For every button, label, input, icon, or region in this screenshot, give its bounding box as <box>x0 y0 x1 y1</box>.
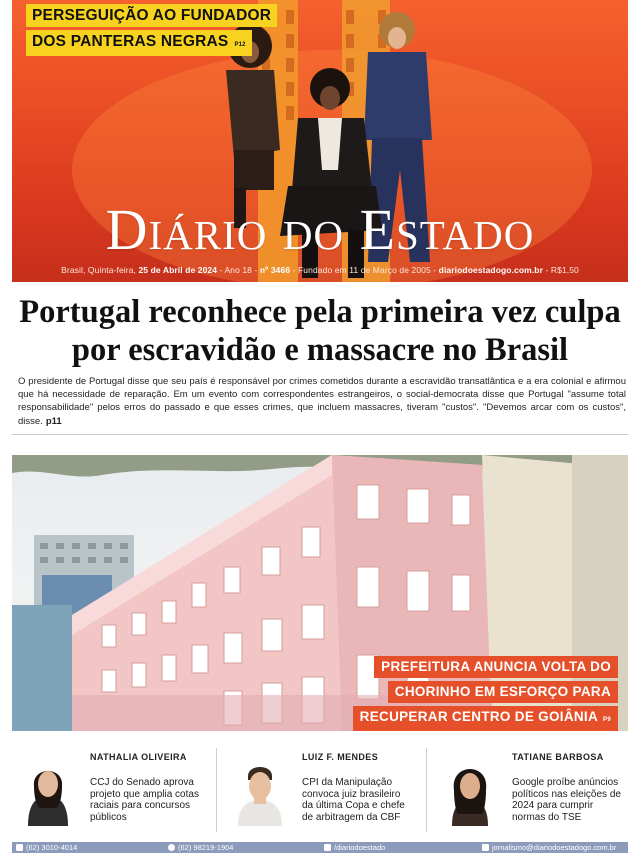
caption-page-ref: P9 <box>603 717 611 723</box>
columnist-blurb: CPI da Manipulação convoca juiz brasileiro da última Copa e chefe de arbitragem da CBF <box>302 777 405 823</box>
dateline-date: 25 de Abril de 2024 <box>138 265 218 275</box>
photo-story[interactable] <box>12 455 628 731</box>
caption-text: RECUPERAR CENTRO DE GOIÂNIA <box>359 709 599 724</box>
dateline-pre: Brasil, Quinta-feira, <box>61 265 136 275</box>
dateline-site[interactable]: diariodoestadogo.com.br <box>438 265 543 275</box>
hero-banner <box>12 0 628 282</box>
teaser-line-1: PERSEGUIÇÃO AO FUNDADOR <box>26 4 277 27</box>
avatar <box>228 756 292 826</box>
caption-line-1: PREFEITURA ANUNCIA VOLTA DO <box>374 656 618 678</box>
dateline-issue: nº 3466 <box>259 265 291 275</box>
columnist-name: NATHALIA OLIVEIRA <box>90 752 187 762</box>
columnist-blurb: Google proíbe anúncios políticos nas eleições de 2024 para cumprir normas do TSE <box>512 777 621 823</box>
teaser-page-ref: P12 <box>234 42 246 48</box>
columnist-name: TATIANE BARBOSA <box>512 752 604 762</box>
avatar <box>16 756 80 826</box>
main-headline[interactable]: Portugal reconhece pela primeira vez culpa por escravidão e massacre no Brasil <box>19 294 621 368</box>
deck-text: O presidente de Portugal disse que seu país é responsável por crimes cometidos durante a escravidão transatlântica e a era colonial e afirmou que há necessidade de reparação. Em um evento com correspondentes estrangeiros, o social-democrata disse que Portugal "assume total responsabilidade" pelos erros do passado e que esses crimes, que incluem massacres, tiveram "custos". "Devemos arcar com os custos", disse. <box>18 376 626 427</box>
phone-text: (62) 3010-4014 <box>26 843 78 852</box>
photo-caption[interactable] <box>353 653 618 731</box>
columnist-blurb: CCJ do Senado aprova projeto que amplia cotas raciais para concursos públicos <box>90 777 199 823</box>
whatsapp-text: (62) 98219-1904 <box>178 843 234 852</box>
facebook-text: /diariodoestado <box>334 843 386 852</box>
footer-phone[interactable] <box>16 842 77 853</box>
column-divider <box>426 748 427 832</box>
email-icon <box>482 844 489 851</box>
facebook-icon <box>324 844 331 851</box>
masthead: Diário do Estado <box>105 197 535 262</box>
whatsapp-icon <box>168 844 175 851</box>
columnist-name: LUIZ F. MENDES <box>302 752 379 762</box>
dateline <box>12 265 628 275</box>
footer-bar <box>12 842 628 853</box>
teaser-text: DOS PANTERAS NEGRAS <box>32 33 229 50</box>
dateline-price: - R$1,50 <box>545 265 579 275</box>
avatar <box>438 756 502 826</box>
caption-line-2: CHORINHO EM ESFORÇO PARA <box>388 681 618 703</box>
dateline-year: - Ano 18 - <box>219 265 258 275</box>
columnist-card[interactable] <box>434 746 634 832</box>
caption-line-3 <box>353 706 618 731</box>
footer-facebook[interactable] <box>324 842 385 853</box>
dateline-founded: - Fundado em 11 de Março de 2005 - <box>292 265 437 275</box>
columnists-section <box>12 740 628 836</box>
teaser-line-2 <box>26 30 252 56</box>
columnist-card[interactable] <box>224 746 424 832</box>
main-deck <box>18 375 626 428</box>
phone-icon <box>16 844 23 851</box>
email-text: jornalismo@diariodoestadogo.com.br <box>492 843 617 852</box>
section-divider <box>12 434 628 435</box>
footer-whatsapp[interactable] <box>168 842 233 853</box>
deck-page-ref: p11 <box>45 415 62 427</box>
footer-email[interactable] <box>482 842 616 853</box>
teaser-box[interactable] <box>26 4 277 59</box>
column-divider <box>216 748 217 832</box>
columnist-card[interactable] <box>12 746 212 832</box>
